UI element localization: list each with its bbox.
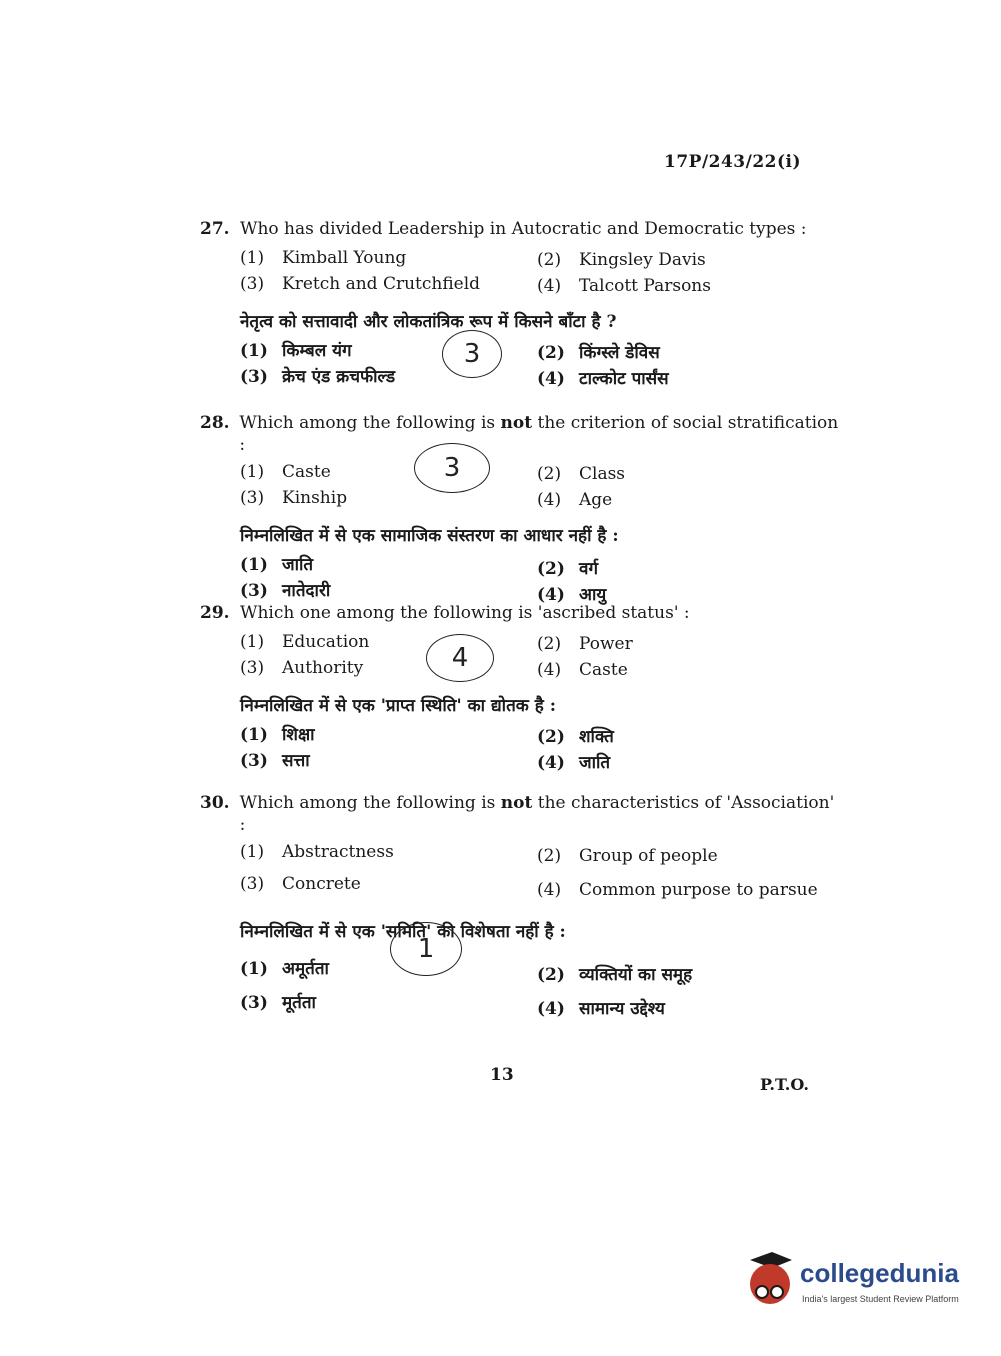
option-4: (4) Talcott Parsons [537,276,711,296]
options-hi [240,718,840,773]
option-3: (3) Concrete [240,874,361,894]
option-2-hi: (2) वर्ग [537,559,599,579]
options-hi [240,548,840,605]
option-1-hi: (1) किम्बल यंग [240,341,352,361]
pto-label: P.T.O. [760,1075,809,1094]
option-4: (4) Caste [537,660,628,680]
question-29 [200,602,840,773]
options-en [240,842,840,906]
option-1: (1) Kimball Young [240,248,407,268]
option-2: (2) Kingsley Davis [537,250,706,270]
question-text-en: Which one among the following is 'ascribed status' : [240,603,690,623]
option-1: (1) Abstractness [240,842,394,862]
options-hi [240,334,840,389]
option-3-hi: (3) मूर्तता [240,993,316,1013]
mascot-icon [742,1248,796,1314]
option-2-hi: (2) व्यक्तियों का समूह [537,965,693,985]
option-4-hi: (4) आयु [537,585,607,605]
option-4-hi: (4) टाल्कोट पार्संस [537,369,669,389]
handwritten-answer-27: 3 [442,330,502,378]
question-28 [200,412,840,605]
page-number: 13 [490,1065,514,1085]
question-27 [200,218,840,389]
option-2: (2) Power [537,634,633,654]
option-2: (2) Group of people [537,846,718,866]
options-en [240,462,840,514]
collegedunia-watermark [742,1248,972,1314]
option-3: (3) Kinship [240,488,348,508]
option-2-hi: (2) किंग्स्ले डेविस [537,343,660,363]
option-3: (3) Authority [240,658,364,678]
option-3-hi: (3) नातेदारी [240,581,331,601]
option-4-hi: (4) जाति [537,753,611,773]
option-1-hi: (1) अमूर्तता [240,959,329,979]
option-1: (1) Caste [240,462,331,482]
option-3-hi: (3) क्रेच एंड क्रचफील्ड [240,367,396,387]
paper-code: 17P/243/22(i) [664,152,802,172]
question-number: 29. [200,603,230,623]
question-text-en: Which among the following is not the characteristics of 'Association' : [239,793,835,835]
option-1-hi: (1) शिक्षा [240,725,315,745]
options-en [240,632,840,684]
option-1-hi: (1) जाति [240,555,314,575]
question-text-hi: निम्नलिखित में से एक 'समिति' की विशेषता नहीं है : [240,922,566,942]
options-en [240,248,840,300]
question-30 [200,792,840,1019]
options-hi [240,944,840,1019]
question-text-hi: नेतृत्व को सत्तावादी और लोकतांत्रिक रूप में किसने बाँटा है ? [240,312,617,332]
question-number: 28. [200,413,230,433]
brand-tagline: India's largest Student Review Platform [802,1294,959,1304]
handwritten-answer-28: 3 [414,443,490,493]
question-text-hi: निम्नलिखित में से एक 'प्राप्त स्थिति' का द्योतक है : [240,696,556,716]
option-1: (1) Education [240,632,370,652]
option-2-hi: (2) शक्ति [537,727,614,747]
option-3-hi: (3) सत्ता [240,751,310,771]
question-text-en: Who has divided Leadership in Autocratic and Democratic types : [240,219,807,239]
option-3: (3) Kretch and Crutchfield [240,274,481,294]
handwritten-answer-30: 1 [390,922,462,976]
question-number: 27. [200,219,230,239]
question-number: 30. [200,793,230,813]
question-text-en: Which among the following is not the criterion of social stratification : [239,413,839,455]
handwritten-answer-29: 4 [426,634,494,682]
brand-name: collegedunia [800,1258,959,1288]
option-2: (2) Class [537,464,626,484]
option-4: (4) Common purpose to parsue [537,880,818,900]
question-text-hi: निम्नलिखित में से एक सामाजिक संस्तरण का आधार नहीं है : [240,526,619,546]
option-4: (4) Age [537,490,613,510]
option-4-hi: (4) सामान्य उद्देश्य [537,999,665,1019]
